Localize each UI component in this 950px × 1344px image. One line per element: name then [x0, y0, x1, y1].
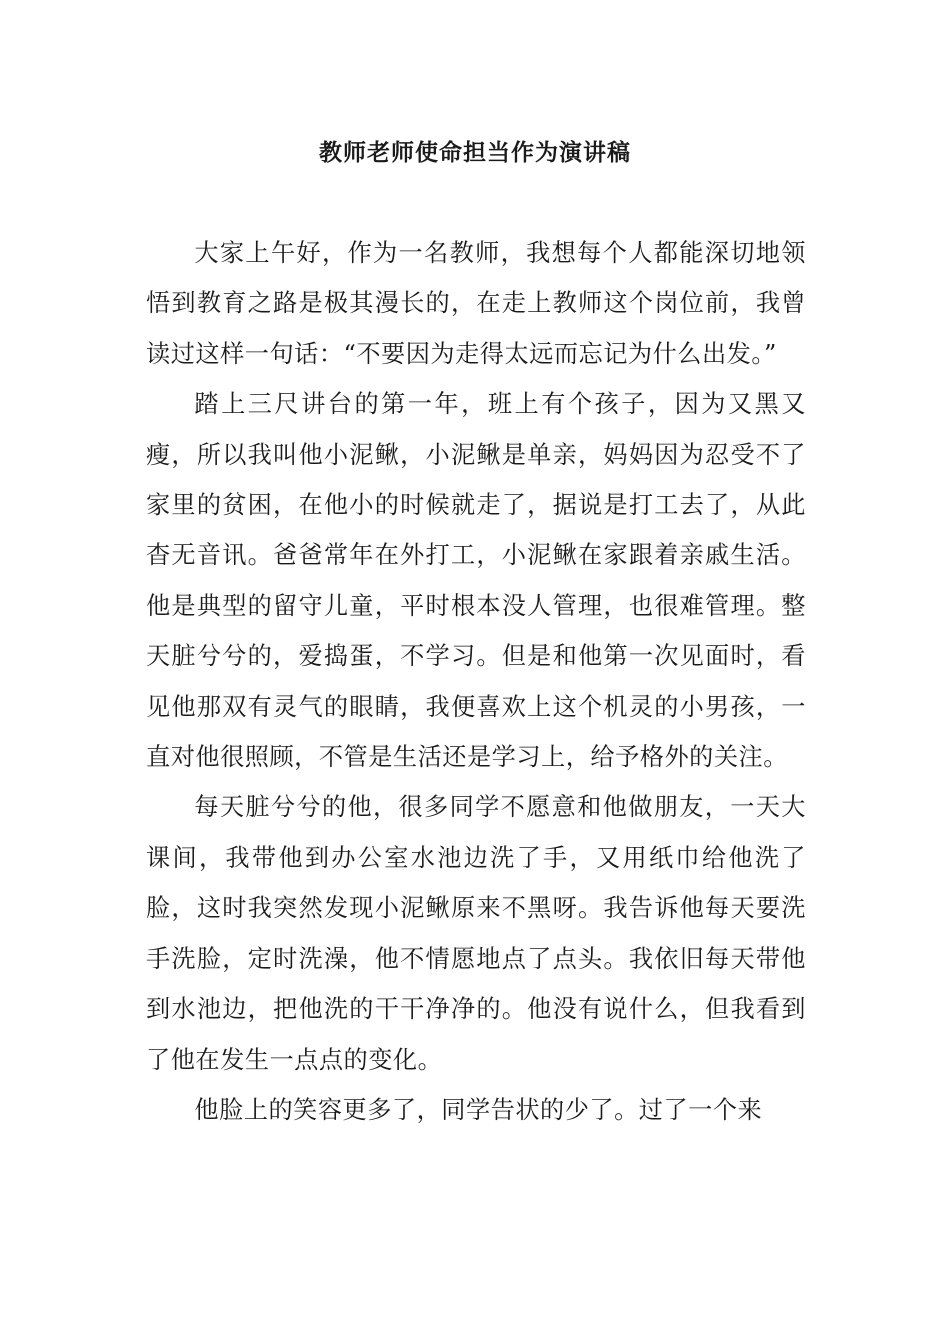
paragraph-3: 每天脏兮兮的他，很多同学不愿意和他做朋友，一天大课间，我带他到办公室水池边洗了手，又用纸巾给他洗了脸，这时我突然发现小泥鳅原来不黑呀。我告诉他每天要洗手洗脸，定时洗澡，他不情愿地点了点头。我依旧每天带他到水池边，把他洗的干干净净的。他没有说什么，但我看到了他在发生一点点的变化。: [146, 793, 806, 1074]
document-body: [146, 228, 806, 1135]
document-title: 教师老师使命担当作为演讲稿: [319, 140, 631, 166]
paragraph-4: 他脸上的笑容更多了，同学告状的少了。过了一个来: [194, 1095, 763, 1124]
paragraph-2: 踏上三尺讲台的第一年，班上有个孩子，因为又黑又瘦，所以我叫他小泥鳅，小泥鳅是单亲，妈妈因为忍受不了家里的贫困，在他小的时候就走了，据说是打工去了，从此杳无音讯。爸爸常年在外打工，小泥鳅在家跟着亲戚生活。他是典型的留守儿童，平时根本没人管理，也很难管理。整天脏兮兮的，爱捣蛋，不学习。但是和他第一次见面时，看见他那双有灵气的眼睛，我便喜欢上这个机灵的小男孩，一直对他很照顾，不管是生活还是学习上，给予格外的关注。: [146, 390, 806, 772]
paragraph-1: 大家上午好，作为一名教师，我想每个人都能深切地领悟到教育之路是极其漫长的，在走上教师这个岗位前，我曾读过这样一句话：“不要因为走得太远而忘记为什么出发。”: [146, 239, 806, 368]
